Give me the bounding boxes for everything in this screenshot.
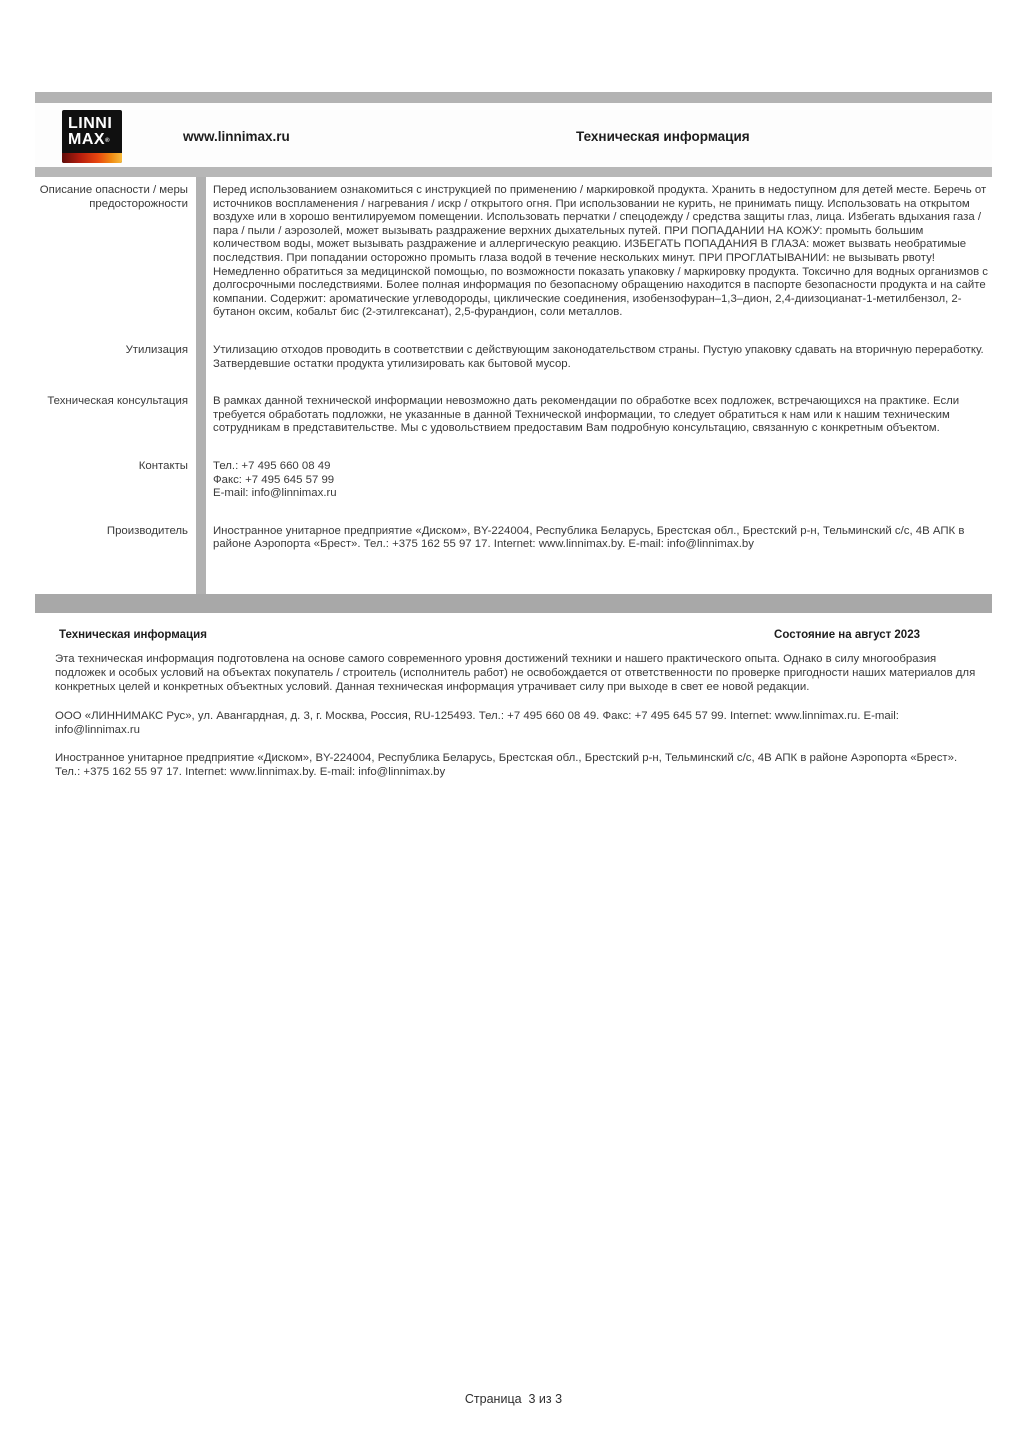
- logo-text: [62, 110, 122, 148]
- table-row: [35, 395, 992, 436]
- content-table: [35, 177, 992, 594]
- logo-gradient-stripe: [62, 153, 122, 163]
- footer-disclaimer: Эта техническая информация подготовлена на основе самого современного уровня достижений техники и нашего практического опыта. Однако в силу многообразия подложек и особых условий на объектах покупатель / строитель (исполнитель работ) не освобождается от ответственности по проверке пригодности наших материалов для конкретных целей и конкретных объектных условий. Данная техническая информация утрачивает силу при выходе в свет ее новой редакции.: [55, 653, 976, 694]
- contact-email: E-mail: info@linnimax.ru: [213, 487, 337, 500]
- document-footer: [55, 629, 977, 779]
- top-divider-bar: [35, 92, 992, 103]
- footer-company-by: Иностранное унитарное предприятие «Диском», BY-224004, Республика Беларусь, Брестская обл., Брестский р-н, Тельминский с/с, 4В АПК в районе Аэропорта «Брест». Тел.: +375 162 55 97 17. Internet: www.linnimax.by. E-mail: info@linnimax.by: [55, 752, 958, 779]
- document-title: Техническая информация: [576, 129, 750, 144]
- table-row: [35, 184, 992, 320]
- table-row: [35, 344, 992, 371]
- contact-fax: Факс: +7 495 645 57 99: [213, 473, 335, 486]
- footer-company-ru: ООО «ЛИННИМАКС Рус», ул. Авангардная, д. 3, г. Москва, Россия, RU-125493. Тел.: +7 495 660 08 49. Факс: +7 495 645 57 99. Internet: www.linnimax.ru. E-mail: info@linnimax.ru: [55, 709, 899, 736]
- row-label-manufacturer: Производитель: [106, 524, 188, 537]
- logo-line2: MAX®: [68, 131, 110, 148]
- footer-status-date: Состояние на август 2023: [774, 629, 920, 641]
- contact-phone: Тел.: +7 495 660 08 49: [213, 459, 331, 472]
- table-row: [35, 460, 992, 501]
- row-text-hazard: Перед использованием ознакомиться с инструкцией по применению / маркировкой продукта. Хранить в недоступном для детей месте. Беречь от источников воспламенения / нагревания / искр / открытого огня. При использовании не курить, не принимать пищу. Использовать на открытом воздухе или в хорошо вентилируемом помещении. Использовать перчатки / спецодежду / средства защиты глаз, лица. Избегать вдыхания газа / пара / пыли / аэрозолей, может вызывать раздражение верхних дыхательных путей. ПРИ ПОПАДАНИИ НА КОЖУ: промыть большим количеством воды, может вызывать раздражение и аллергическую реакцию. ИЗБЕГАТЬ ПОПАДАНИЯ В ГЛАЗА: может вызвать необратимые последствия. При попадании осторожно промыть глаза водой в течение нескольких минут. ПРИ ПРОГЛАТЫВАНИИ: не вызывать рвоту! Немедленно обратиться за медицинской помощью, по возможности показать упаковку / маркировку продукта. Токсично для водных организмов с долгосрочными последствиями. Более полная информация по безопасному обращению находится в паспорте безопасности продукта и на сайте компании. Содержит: ароматические углеводороды, циклические соединения, изобензофуран–1,3–дион, 2,4-диизоцианат-1-метилбензол, 2-бутанон оксим, кобальт бис (2-этилгексанат), 2,5-фурандион, соли металлов.: [213, 184, 988, 319]
- logo-line1: LINNI: [68, 115, 113, 132]
- document-header: [35, 103, 992, 167]
- row-text-disposal: Утилизацию отходов проводить в соответствии с действующим законодательством страны. Пустую упаковку сдавать на вторичную переработку. Затвердевшие остатки продукта утилизировать как бытовой мусор.: [213, 343, 984, 370]
- row-text-contacts: [206, 460, 992, 501]
- row-text-manufacturer: Иностранное унитарное предприятие «Диском», BY-224004, Республика Беларусь, Брестская обл., Брестский р-н, Тельминский с/с, 4В АПК в районе Аэропорта «Брест». Тел.: +375 162 55 97 17. Internet: www.linnimax.by. E-mail: info@linnimax.by: [213, 524, 965, 551]
- website-url: www.linnimax.ru: [183, 129, 290, 144]
- row-label-contacts: Контакты: [138, 459, 188, 472]
- row-text-consultation: В рамках данной технической информации невозможно дать рекомендации по обработке всех подложек, встречающихся на практике. Если требуется обработать подложки, не указанные в данной Технической информации, то следует обратиться к нам или к нашим техническим сотрудникам в представительстве. Мы с удовольствием предоставим Вам подробную консультацию, связанную с конкретным объектом.: [213, 395, 960, 435]
- footer-heading-row: [55, 629, 977, 645]
- footer-title: Техническая информация: [59, 629, 207, 641]
- table-row: [35, 525, 992, 552]
- linnimax-logo: [62, 110, 122, 163]
- content-rows: [35, 177, 992, 576]
- bottom-divider-bar: [35, 594, 992, 613]
- row-label-consultation: Техническая консультация: [47, 395, 188, 408]
- row-label-disposal: Утилизация: [125, 343, 188, 356]
- registered-trademark-icon: ®: [105, 138, 110, 144]
- row-label-hazard: Описание опасности / меры предосторожности: [39, 184, 188, 210]
- page-number: Страница 3 из 3: [464, 1392, 563, 1406]
- header-divider-bar: [35, 167, 992, 177]
